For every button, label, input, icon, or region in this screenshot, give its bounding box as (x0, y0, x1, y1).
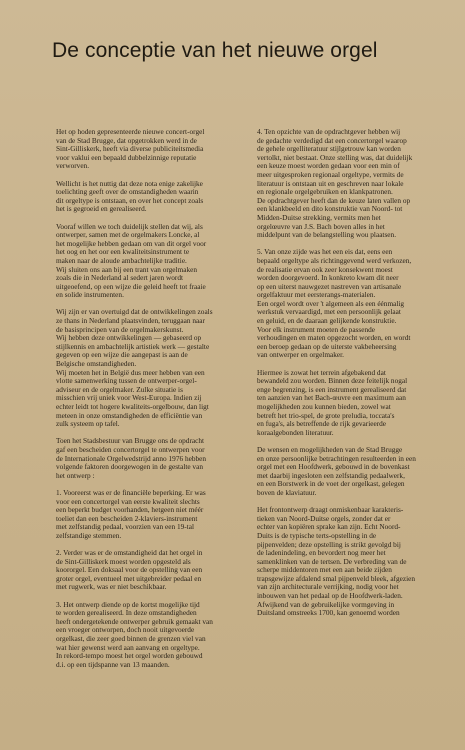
paragraph: Wij zijn er van overtuigd dat de ontwikkelingen zoals ze thans in Nederland plaatsvinden, teruggaan naar de basisprincipen van de orgelmakerskunst. Wij hebben deze ontwikkelingen — gebaseerd op stijlkennis en ambachtelijk artistiek werk — gestalte gegeven op een wijze die aangepast is aan de Belgische omstandigheden. Wij moeten het in België dus meer hebben van een vlotte samenwerking tussen de ontwerper-orgel- adviseur en de orgelmaker. Zulke situatie is misschien vrij uniek voor West-Europa. Indien zij echter leidt tot hogere kwaliteits-orgelbouw, dan ligt meteen in onze omstandigheden de efficiëntie van zulk systeem op tafel. (56, 307, 213, 429)
paragraph: Vooraf willen we toch duidelijk stellen dat wij, als ontwerper, samen met de orgelmakers Loncke, al het mogelijke hebben gedaan om van dit orgel voor het oog en het oor een kwaliteitsinstrument te maken naar de aloude ambachtelijke traditie. Wij sluiten ons aan bij een trant van orgelmaken zoals die in Nederland al sedert jaren wordt uitgeoefend, op een wijze die geleid heeft tot fraaie en solide instrumenten. (56, 221, 207, 300)
numbered-paragraph: 1. Vooreerst was er de financiële beperking. Er was voor een concertorgel van eerste kwaliteit slechts een beperkt budget voorhanden, hetgeen niet méér toeliet dan een bescheiden 2-klaviers-instrument met zelfstandig pedaal, voorzien van een 19-tal zelfstandige stemmen. (56, 487, 206, 540)
numbered-paragraph: 3. Het ontwerp diende op de kortst mogelijke tijd te worden gerealiseerd. In deze omstandigheden heeft ondergetekende ontwerper gebruik gemaakt van een vroeger ontworpen, doch nooit uitgevoerde orgelkast, die zeer goed binnen de grenzen viel van wat hier gewenst werd aan aanvang en orgeltype. In rekord-tempo moest het orgel worden gebouwd d.i. op een tijdspanne van 13 maanden. (56, 599, 213, 669)
paragraph: Het op hoden gepresenteerde nieuwe concert-orgel van de Stad Brugge, dat opgetrokken werd in de Sint-Gilliskerk, heeft via diverse publiciteitsmedia voor vaklui een bepaald dubbelzinnige reputatie verworven. (56, 127, 205, 171)
paragraph: De wensen en mogelijkheden van de Stad Brugge en onze persoonlijke betrachtingen resulteerden in een orgel met een Hoofdwerk, gebouwd in de bovenkast met daarbij ingesloten een zelfstandig pedaalwerk, en een Borstwerk in de voet der orgelkast, gelegen boven de klaviatuur. (257, 444, 416, 497)
page-title: De conceptie van het nieuwe orgel (52, 39, 378, 62)
right-column (257, 128, 445, 626)
paragraph: Toen het Stadsbestuur van Brugge ons de opdracht gaf een bescheiden concertorgel te ontwerpen voor de Internationale Orgelwedstrijd anno 1976 hebben volgende faktoren doorgewogen in de gestalte van het ontwerp : (56, 436, 207, 480)
numbered-paragraph: 2. Verder was er de omstandigheid dat het orgel in de Sint-Gilliskerk moest worden opgesteld als koororgel. Een doksaal voor de opstelling van een groter orgel, eventueel met uitgebreider pedaal en met rugwerk, was er niet beschikbaar. (56, 548, 203, 592)
paragraph: Het frontontwerp draagt onmiskenbaar karakteris- tieken van Noord-Duitse orgels, zonder dat er echter van kopiëren sprake kan zijn. Echt Noord- Duits is de typische terts-opstelling in de pijpenvelden; deze opstelling is strikt gevolgd bij de ladenindeling, en bevordert nog meer het samenklinken van de tertsen. De verbreding van de scherpe middentoren met een aan beide zijden trapsgewijze afdalend smal pijpenveld bleek, afgezien van zijn architecturale verrijking, nodig voor het inbouwen van het pedaal op de Hoofdwerk-laden. Afwijkend van de gebruikelijke vormgeving in Duitsland omstreeks 1700, kan genoemd worden (257, 505, 416, 618)
numbered-paragraph: 4. Ten opzichte van de opdrachtgever hebben wij de gedachte verdedigd dat een concertorgel waarop de gehele orgelliteratuur stijlgetrouw kan worden vertolkt, niet bestaat. Onze stelling was, dat duidelijk een keuze moest worden gedaan voor een min of meer uitgesproken regionaal orgeltype, vermits de literatuur is ontstaan uit en geschreven naar lokale en regionale orgelgebruiken en klankpatronen. De opdrachtgever heeft dan de keuze laten vallen op een klankbeeld en dito konstruktie van Noord- tot Midden-Duitse strekking, vermits men het orgelœuvre van J.S. Bach boven alles in het middelpunt van de belangstelling wou plaatsen. (257, 127, 413, 240)
paragraph: Wellicht is het nuttig dat deze nota enige zakelijke toelichting geeft over de omstandigheden waarin dit orgeltype is ontstaan, en over het concept zoals het is gegroeid en gerealiseerd. (56, 178, 204, 214)
paragraph: Hiermee is zowat het terrein afgebakend dat bewandeld zou worden. Binnen deze feitelijk nogal enge begrenzing, is een instrument gerealiseerd dat ten aanzien van het Bach-œuvre een maximum aan mogelijkheden zou kunnen bieden, zowel wat betreft het trio-spel, de grote preludia, toccata's en fuga's, als betreffende de rijk gevarieerde koraalgebonden literatuur. (257, 367, 408, 437)
numbered-paragraph: 5. Van onze zijde was het een eis dat, eens een bepaald orgeltype als richtinggevend werd verkozen, de realisatie ervan ook zeer konsekwent moest worden doorgevoerd. In konkreto kwam dit neer op een uiterst nauwgezet nastreven van artisanale orgelfaktuur met eersterangs-materialen. Een orgel wordt over 't algemeen als een éénmalig werkstuk vervaardigd, met een persoonlijk gelaat en geluid, en de daaraan gelijkende konstruktie. Voor elk instrument moeten de passende verhoudingen en maten opgezocht worden, en wordt een beroep gedaan op de uiterste vakbeheersing van ontwerper en orgelmaker. (257, 247, 412, 360)
left-column (56, 128, 242, 678)
